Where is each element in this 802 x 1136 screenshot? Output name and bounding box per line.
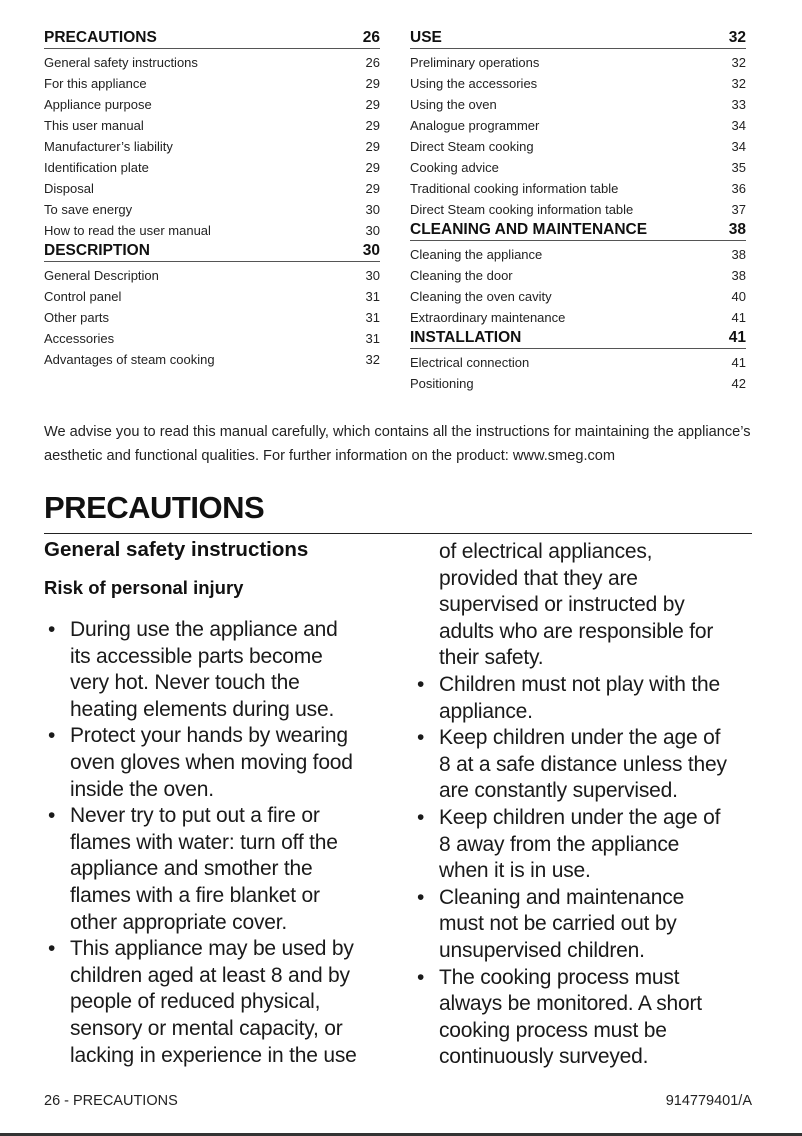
toc-entry-label: Other parts — [44, 310, 110, 325]
text-line: adults who are responsible for — [439, 619, 714, 643]
toc-entry[interactable] — [410, 136, 746, 157]
text-line — [413, 965, 758, 992]
text-line-content: Protect your hands by wearing — [70, 724, 348, 748]
list-item — [44, 936, 389, 1069]
section-title: PRECAUTIONS — [44, 490, 265, 525]
list-item — [44, 723, 389, 803]
toc-heading-page: 32 — [728, 29, 746, 46]
toc-entry-label: Direct Steam cooking information table — [410, 202, 634, 217]
list-item — [413, 725, 758, 805]
toc-entry[interactable] — [410, 157, 746, 178]
bullet-icon: • — [417, 965, 425, 989]
toc-entry-page: 29 — [365, 160, 380, 175]
bullet-icon: • — [417, 672, 425, 696]
text-line — [44, 617, 389, 644]
toc-entry-page: 32 — [731, 76, 746, 91]
toc-entry[interactable] — [410, 73, 746, 94]
toc-entry-page: 30 — [365, 268, 380, 283]
subsubsection-title: Risk of personal injury — [44, 577, 244, 598]
toc-heading-label: CLEANING AND MAINTENANCE — [410, 221, 648, 238]
text-line: sensory or mental capacity, or — [70, 1016, 343, 1040]
text-line: oven gloves when moving food — [70, 750, 353, 774]
text-line: very hot. Never touch the — [70, 671, 300, 695]
toc-entry-page: 38 — [731, 268, 746, 283]
toc-entry-label: Manufacturer’s liability — [44, 139, 173, 154]
text-line: supervised or instructed by — [439, 593, 685, 617]
intro-paragraph: We advise you to read this manual carefully, which contains all the instructions for maintaining the appliance’s aesthetic and functional qualities. For further information on the product: www.smeg.com — [44, 424, 751, 464]
toc-entry-page: 32 — [731, 55, 746, 70]
toc-entry[interactable] — [44, 349, 380, 370]
toc-entry-page: 34 — [731, 139, 746, 154]
toc-entry-page: 38 — [731, 247, 746, 262]
toc-entry[interactable] — [410, 286, 746, 307]
toc-entry-label: Direct Steam cooking — [410, 139, 534, 154]
toc-entry-label: Preliminary operations — [410, 55, 540, 70]
list-item — [413, 805, 758, 885]
list-item — [413, 965, 758, 1071]
toc-entry-label: General safety instructions — [44, 55, 198, 70]
text-line — [413, 805, 758, 832]
toc-entry-page: 29 — [365, 139, 380, 154]
toc-entry-page: 41 — [731, 310, 746, 325]
text-line: inside the oven. — [70, 777, 214, 801]
text-line: flames with a fire blanket or — [70, 883, 320, 907]
bullet-icon: • — [48, 937, 56, 961]
toc-entry-label: Extraordinary maintenance — [410, 310, 566, 325]
list-item — [413, 885, 758, 965]
toc-entry[interactable] — [44, 286, 380, 307]
toc-entry-page: 29 — [365, 97, 380, 112]
toc-entry-page: 29 — [365, 76, 380, 91]
text-line: cooking process must be — [439, 1018, 667, 1042]
text-line: unsupervised children. — [439, 938, 645, 962]
text-line-content: Never try to put out a fire or — [70, 804, 320, 828]
bullet-icon: • — [417, 726, 425, 750]
toc-entry[interactable] — [410, 244, 746, 265]
toc-entry-label: How to read the user manual — [44, 223, 211, 238]
toc-entry[interactable] — [410, 352, 746, 373]
toc-entry[interactable] — [410, 52, 746, 73]
toc-entry[interactable] — [44, 265, 380, 286]
toc-entry-label: Positioning — [410, 376, 474, 391]
text-line-content: During use the appliance and — [70, 618, 338, 641]
toc-heading — [44, 241, 380, 262]
text-line: of electrical appliances, — [439, 540, 653, 563]
toc-heading-page: 26 — [362, 29, 380, 46]
toc-entry-label: Using the accessories — [410, 76, 538, 91]
toc-entry-page: 40 — [731, 289, 746, 304]
toc-heading — [410, 328, 746, 349]
toc-entry-label: Cleaning the oven cavity — [410, 289, 552, 304]
toc-entry-page: 30 — [365, 202, 380, 217]
toc-entry-page: 37 — [731, 202, 746, 217]
text-line: are constantly supervised. — [439, 779, 678, 803]
text-line: provided that they are — [439, 566, 638, 590]
text-line: 8 at a safe distance unless they — [439, 752, 727, 776]
toc-entry-page: 31 — [365, 289, 380, 304]
toc-entry[interactable] — [410, 373, 746, 394]
toc-heading-label: USE — [410, 29, 442, 46]
toc-entry-page: 32 — [365, 352, 380, 367]
text-line: other appropriate cover. — [70, 910, 288, 934]
toc-entry-page: 33 — [731, 97, 746, 112]
list-item — [413, 539, 758, 672]
text-line-content: Keep children under the age of — [439, 805, 721, 829]
bullet-icon: • — [48, 618, 56, 641]
toc-entry[interactable] — [410, 115, 746, 136]
text-line: their safety. — [439, 646, 544, 670]
bullet-icon: • — [417, 805, 425, 829]
toc-entry-label: Identification plate — [44, 160, 149, 175]
list-item — [413, 672, 758, 725]
text-line — [413, 725, 758, 752]
toc-heading — [44, 28, 380, 49]
body-right-column — [413, 539, 758, 1071]
toc-entry-label: Traditional cooking information table — [410, 181, 619, 196]
toc-entry-label: General Description — [44, 268, 159, 283]
toc-entry[interactable] — [44, 220, 380, 241]
toc-left-column — [44, 28, 380, 370]
text-line-content: Keep children under the age of — [439, 726, 721, 750]
toc-heading — [410, 28, 746, 49]
toc-entry-label: This user manual — [44, 118, 144, 133]
toc-entry[interactable] — [44, 328, 380, 349]
toc-entry-label: Accessories — [44, 331, 115, 346]
toc-entry-label: Using the oven — [410, 97, 497, 112]
bullet-icon: • — [417, 885, 425, 909]
text-line: when it is in use. — [439, 859, 591, 883]
text-line: appliance. — [439, 699, 533, 723]
toc-entry[interactable] — [44, 178, 380, 199]
toc-entry-page: 31 — [365, 310, 380, 325]
toc-entry-page: 26 — [365, 55, 380, 70]
toc-entry-label: Cleaning the door — [410, 268, 513, 283]
bullet-icon: • — [48, 724, 56, 748]
toc-entry[interactable] — [410, 199, 746, 220]
section-divider — [44, 533, 752, 534]
subsection-title: General safety instructions — [44, 538, 309, 561]
toc-entry[interactable] — [410, 94, 746, 115]
text-line: must not be carried out by — [439, 912, 677, 936]
toc-entry-page: 34 — [731, 118, 746, 133]
toc-entry-label: To save energy — [44, 202, 133, 217]
text-line: continuously surveyed. — [439, 1045, 649, 1069]
toc-entry[interactable] — [44, 73, 380, 94]
toc-entry-page: 29 — [365, 118, 380, 133]
toc-entry[interactable] — [44, 157, 380, 178]
toc-entry[interactable] — [44, 94, 380, 115]
text-line: appliance and smother the — [70, 857, 313, 881]
footer-doc-code: 914779401/A — [665, 1093, 752, 1109]
toc-entry-label: Disposal — [44, 181, 94, 196]
text-line — [44, 936, 389, 963]
toc-entry[interactable] — [44, 199, 380, 220]
toc-entry-label: Appliance purpose — [44, 97, 152, 112]
toc-heading-page: 30 — [362, 242, 380, 259]
toc-entry[interactable] — [44, 307, 380, 328]
toc-heading — [410, 220, 746, 241]
text-line: flames with water: turn off the — [70, 830, 338, 854]
text-line-content: Cleaning and maintenance — [439, 885, 685, 909]
toc-entry[interactable] — [410, 307, 746, 328]
toc-entry-page: 30 — [365, 223, 380, 238]
footer-page-label: 26 - PRECAUTIONS — [44, 1093, 178, 1109]
toc-heading-label: INSTALLATION — [410, 329, 522, 346]
list-item — [44, 803, 389, 936]
text-line-content: Children must not play with the — [439, 672, 720, 696]
toc-heading-label: DESCRIPTION — [44, 242, 150, 259]
text-line — [44, 723, 389, 750]
bullet-icon: • — [48, 804, 56, 828]
toc-heading-page: 41 — [728, 329, 746, 346]
toc-entry-label: Advantages of steam cooking — [44, 352, 215, 367]
toc-entry[interactable] — [410, 265, 746, 286]
text-line: its accessible parts become — [70, 644, 323, 668]
toc-entry-page: 35 — [731, 160, 746, 175]
text-line: heating elements during use. — [70, 697, 335, 721]
toc-entry-page: 36 — [731, 181, 746, 196]
toc-heading-label: PRECAUTIONS — [44, 29, 157, 46]
toc-entry-label: Analogue programmer — [410, 118, 540, 133]
toc-entry-label: Control panel — [44, 289, 122, 304]
toc-entry[interactable] — [44, 115, 380, 136]
toc-entry-page: 29 — [365, 181, 380, 196]
text-line: people of reduced physical, — [70, 990, 321, 1014]
toc-heading-page: 38 — [728, 221, 746, 238]
list-item — [44, 617, 389, 723]
toc-entry-page: 41 — [731, 355, 746, 370]
toc-entry[interactable] — [44, 52, 380, 73]
toc-entry-label: For this appliance — [44, 76, 147, 91]
toc-entry[interactable] — [44, 136, 380, 157]
toc-entry-label: Electrical connection — [410, 355, 530, 370]
toc-entry[interactable] — [410, 178, 746, 199]
text-line — [413, 672, 758, 699]
text-line: always be monitored. A short — [439, 992, 702, 1016]
text-line: children aged at least 8 and by — [70, 963, 350, 987]
text-line — [44, 803, 389, 830]
text-line: 8 away from the appliance — [439, 832, 680, 856]
text-line — [413, 885, 758, 912]
body-left-column — [44, 617, 389, 1069]
toc-entry-page: 42 — [731, 376, 746, 391]
text-line-content: The cooking process must — [439, 965, 680, 989]
text-line-content: This appliance may be used by — [70, 937, 354, 961]
text-line: lacking in experience in the use — [70, 1043, 357, 1067]
toc-entry-label: Cleaning the appliance — [410, 247, 543, 262]
toc-right-column — [410, 28, 746, 394]
toc-entry-label: Cooking advice — [410, 160, 499, 175]
toc-entry-page: 31 — [365, 331, 380, 346]
